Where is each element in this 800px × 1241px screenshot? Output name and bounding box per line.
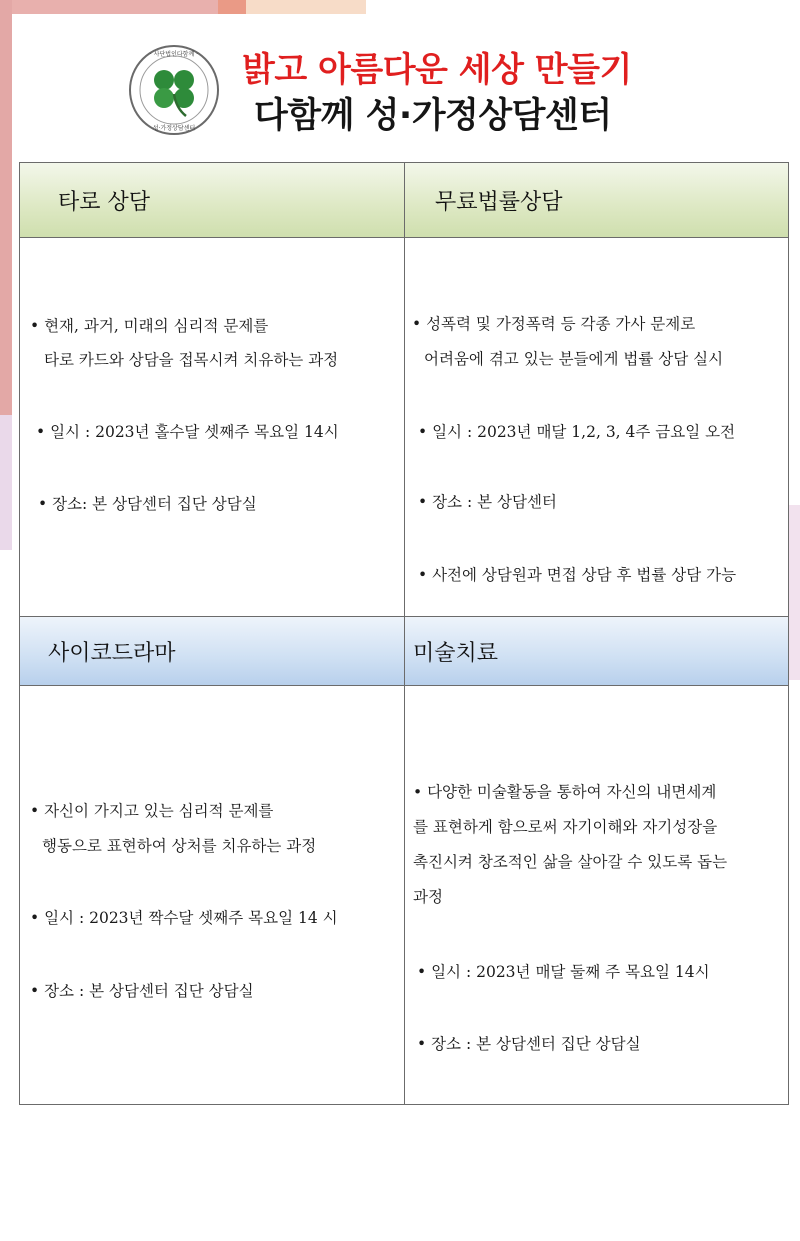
organization-logo: [128, 44, 220, 136]
art-description: [413, 775, 785, 915]
decorative-bar: [246, 0, 366, 14]
svg-text:· 사단법인다함께 ·: · 사단법인다함께 ·: [149, 51, 199, 58]
psychodrama-description-line: • 자신이 가지고 있는 심리적 문제를: [30, 802, 274, 820]
art-description-line: 를 표현하게 함으로써 자기이해와 자기성장을: [413, 818, 718, 836]
tarot-description-line: 타로 카드와 상담을 접목시켜 치유하는 과정: [44, 351, 339, 369]
legal-note: • 사전에 상담원과 면접 상담 후 법률 상담 가능: [418, 566, 737, 584]
program-table: [19, 162, 789, 1105]
decorative-bar: [0, 415, 12, 550]
svg-text:성·가정상담센터: 성·가정상담센터: [152, 125, 196, 132]
decorative-bar: [218, 0, 246, 14]
row-divider: [20, 616, 788, 617]
row-divider: [20, 237, 788, 238]
column-divider: [404, 163, 405, 1104]
legal-heading-cell: [405, 163, 788, 237]
tarot-schedule: • 일시 : 2023년 홀수달 셋째주 목요일 14시: [36, 423, 339, 441]
psychodrama-schedule: • 일시 : 2023년 짝수달 셋째주 목요일 14 시: [30, 909, 338, 927]
row-divider: [20, 685, 788, 686]
decorative-bar: [788, 505, 800, 680]
art-description-line: 촉진시켜 창조적인 삶을 살아갈 수 있도록 돕는: [413, 853, 728, 871]
page-title-slogan: 밝고 아름다운 세상 만들기: [242, 50, 632, 90]
page-title-center-name: 다함께 성·가정상담센터: [254, 96, 612, 136]
tarot-description-line: • 현재, 과거, 미래의 심리적 문제를: [30, 317, 269, 335]
art-description-line: 과정: [413, 888, 443, 906]
tarot-heading-cell: [20, 163, 404, 237]
art-schedule: • 일시 : 2023년 매달 둘째 주 목요일 14시: [417, 963, 710, 981]
art-description-line: • 다양한 미술활동을 통하여 자신의 내면세계: [413, 783, 717, 801]
legal-schedule: • 일시 : 2023년 매달 1,2, 3, 4주 금요일 오전: [418, 423, 736, 441]
tarot-place: • 장소: 본 상담센터 집단 상담실: [38, 495, 257, 513]
psychodrama-place: • 장소 : 본 상담센터 집단 상담실: [30, 982, 254, 1000]
art-heading-cell: [405, 617, 788, 685]
tarot-heading: 타로 상담: [58, 189, 151, 215]
art-heading: 미술치료: [413, 640, 499, 666]
psychodrama-heading-cell: [20, 617, 404, 685]
psychodrama-description-line: 행동으로 표현하여 상처를 치유하는 과정: [42, 837, 317, 855]
legal-description-line: 어려움에 겪고 있는 분들에게 법률 상담 실시: [424, 350, 724, 368]
legal-heading: 무료법률상담: [435, 189, 563, 215]
art-place: • 장소 : 본 상담센터 집단 상담실: [417, 1035, 641, 1053]
legal-description-line: • 성폭력 및 가정폭력 등 각종 가사 문제로: [412, 315, 696, 333]
decorative-bar: [0, 0, 218, 14]
legal-place: • 장소 : 본 상담센터: [418, 493, 557, 511]
psychodrama-heading: 사이코드라마: [48, 640, 176, 666]
